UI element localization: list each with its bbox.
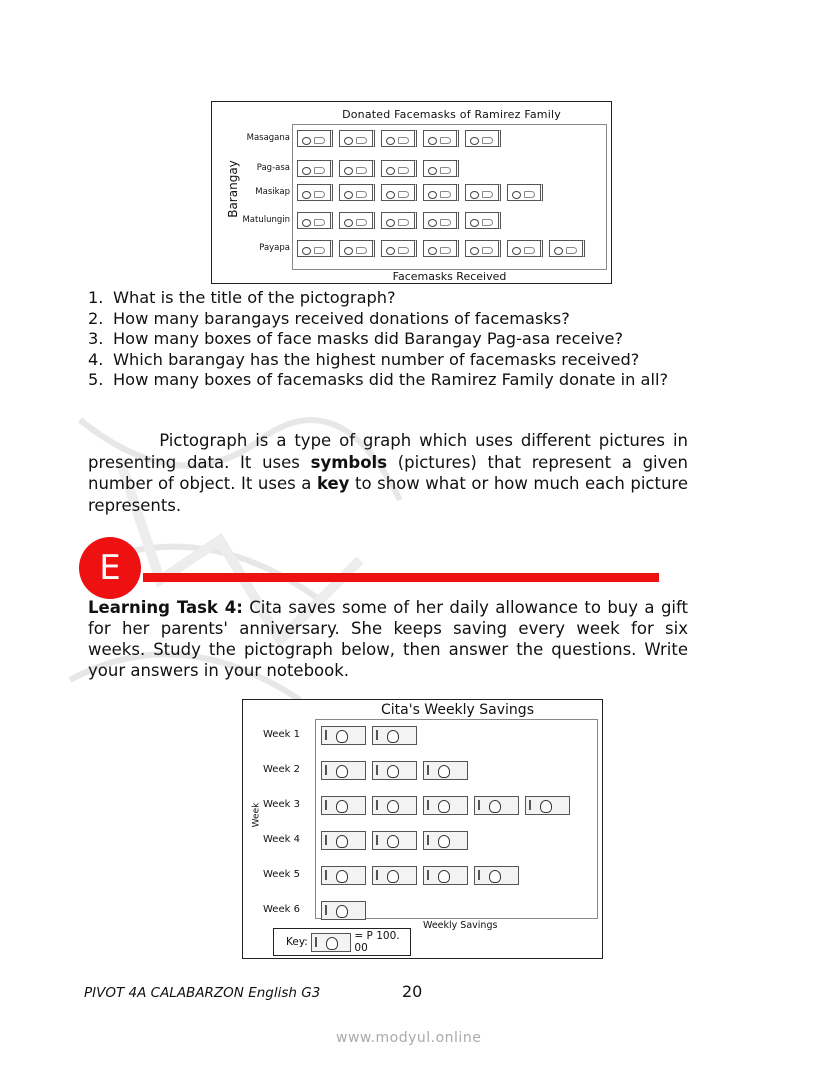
row-label: Week 6 [263,904,300,915]
facemask-box-icon [381,160,417,177]
facemask-box-icon [339,184,375,201]
question-item: 4. Which barangay has the highest number of facemasks received? [88,349,640,369]
peso-bill-icon [321,796,366,815]
learning-task: Learning Task 4: Cita saves some of her daily allowance to buy a gift for her parents' anniversary. She keeps saving every week for six weeks. Study the pictograph below, then answer the questions. Write your answers in your notebook. [88,598,688,680]
row-icons [321,866,519,885]
chart-title: Donated Facemasks of Ramirez Family [342,108,561,121]
facemask-box-icon [465,130,501,147]
facemask-box-icon [549,240,585,257]
facemask-box-icon [507,184,543,201]
y-axis-label: Barangay [225,160,240,218]
facemask-box-icon [465,212,501,229]
facemask-box-icon [297,130,333,147]
website-watermark: www.modyul.online [336,1030,482,1046]
peso-bill-icon [372,831,417,850]
section-badge: E [79,537,141,599]
peso-bill-icon [474,866,519,885]
facemask-box-icon [339,130,375,147]
row-icons [321,761,468,780]
facemask-box-icon [297,240,333,257]
chart-title: Cita's Weekly Savings [380,702,534,718]
facemask-box-icon [297,160,333,177]
facemask-box-icon [423,212,459,229]
facemask-box-icon [423,240,459,257]
task-label: Learning Task 4: [88,598,243,617]
savings-pictograph [242,699,603,959]
row-label: Pag-asa [256,163,290,173]
facemask-box-icon [339,212,375,229]
row-icons [297,130,501,147]
peso-bill-icon [423,831,468,850]
keyword-symbols: symbols [310,452,388,472]
peso-bill-icon [311,933,352,952]
peso-bill-icon [372,761,417,780]
footer-module-title: PIVOT 4A CALABARZON English G3 [84,985,321,1001]
facemask-box-icon [381,240,417,257]
facemask-box-icon [423,184,459,201]
facemask-box-icon [339,160,375,177]
peso-bill-icon [423,866,468,885]
question-item: 5. How many boxes of facemasks did the Ramirez Family donate in all? [88,370,669,389]
peso-bill-icon [423,761,468,780]
row-label: Payapa [259,243,290,253]
x-axis-label: Facemasks Received [392,270,507,283]
row-label: Masagana [246,133,290,143]
peso-bill-icon [321,726,366,745]
row-icons [321,796,570,815]
facemask-box-icon [297,184,333,201]
row-label: Masikap [255,187,290,197]
peso-bill-icon [474,796,519,815]
row-label: Week 1 [263,729,300,740]
peso-bill-icon [423,796,468,815]
peso-bill-icon [321,866,366,885]
plot-area [315,719,598,919]
row-icons [297,160,459,177]
row-icons [321,901,366,920]
row-label: Week 4 [263,834,300,845]
facemask-box-icon [381,184,417,201]
facemask-box-icon [465,240,501,257]
facemask-box-icon [339,240,375,257]
row-label: Week 3 [263,799,300,810]
peso-bill-icon [525,796,570,815]
facemask-box-icon [423,160,459,177]
row-icons [321,726,417,745]
y-axis-label: Week [251,802,262,828]
facemask-pictograph [211,101,612,284]
row-label: Matulungin [242,215,290,225]
page-number: 20 [402,982,423,1001]
x-axis-label: Weekly Savings [423,920,498,931]
pictograph-definition: Pictograph is a type of graph which uses different pictures in presenting data. It uses symbols (pictures) that represent a given number of object. It uses a key to show what or how much each picture represents. [88,431,689,515]
peso-bill-icon [372,726,417,745]
legend-key: Key: = P 100. 00 [273,928,411,956]
row-label: Week 2 [263,764,300,775]
facemask-box-icon [381,130,417,147]
facemask-box-icon [297,212,333,229]
question-list [88,288,698,391]
question-item: 1. What is the title of the pictograph? [88,288,396,307]
facemask-box-icon [507,240,543,257]
row-icons [297,212,501,229]
question-item: 3. How many boxes of face masks did Barangay Pag-asa receive? [88,329,624,348]
peso-bill-icon [321,831,366,850]
peso-bill-icon [321,761,366,780]
row-icons [321,831,468,850]
keyword-key: key [316,474,350,493]
peso-bill-icon [372,796,417,815]
row-label: Week 5 [263,869,300,880]
section-divider [143,573,659,582]
facemask-box-icon [381,212,417,229]
peso-bill-icon [372,866,417,885]
question-item: 2. How many barangays received donations of facemasks? [88,308,570,328]
row-icons [297,240,585,257]
row-icons [297,184,543,201]
facemask-box-icon [465,184,501,201]
facemask-box-icon [423,130,459,147]
peso-bill-icon [321,901,366,920]
